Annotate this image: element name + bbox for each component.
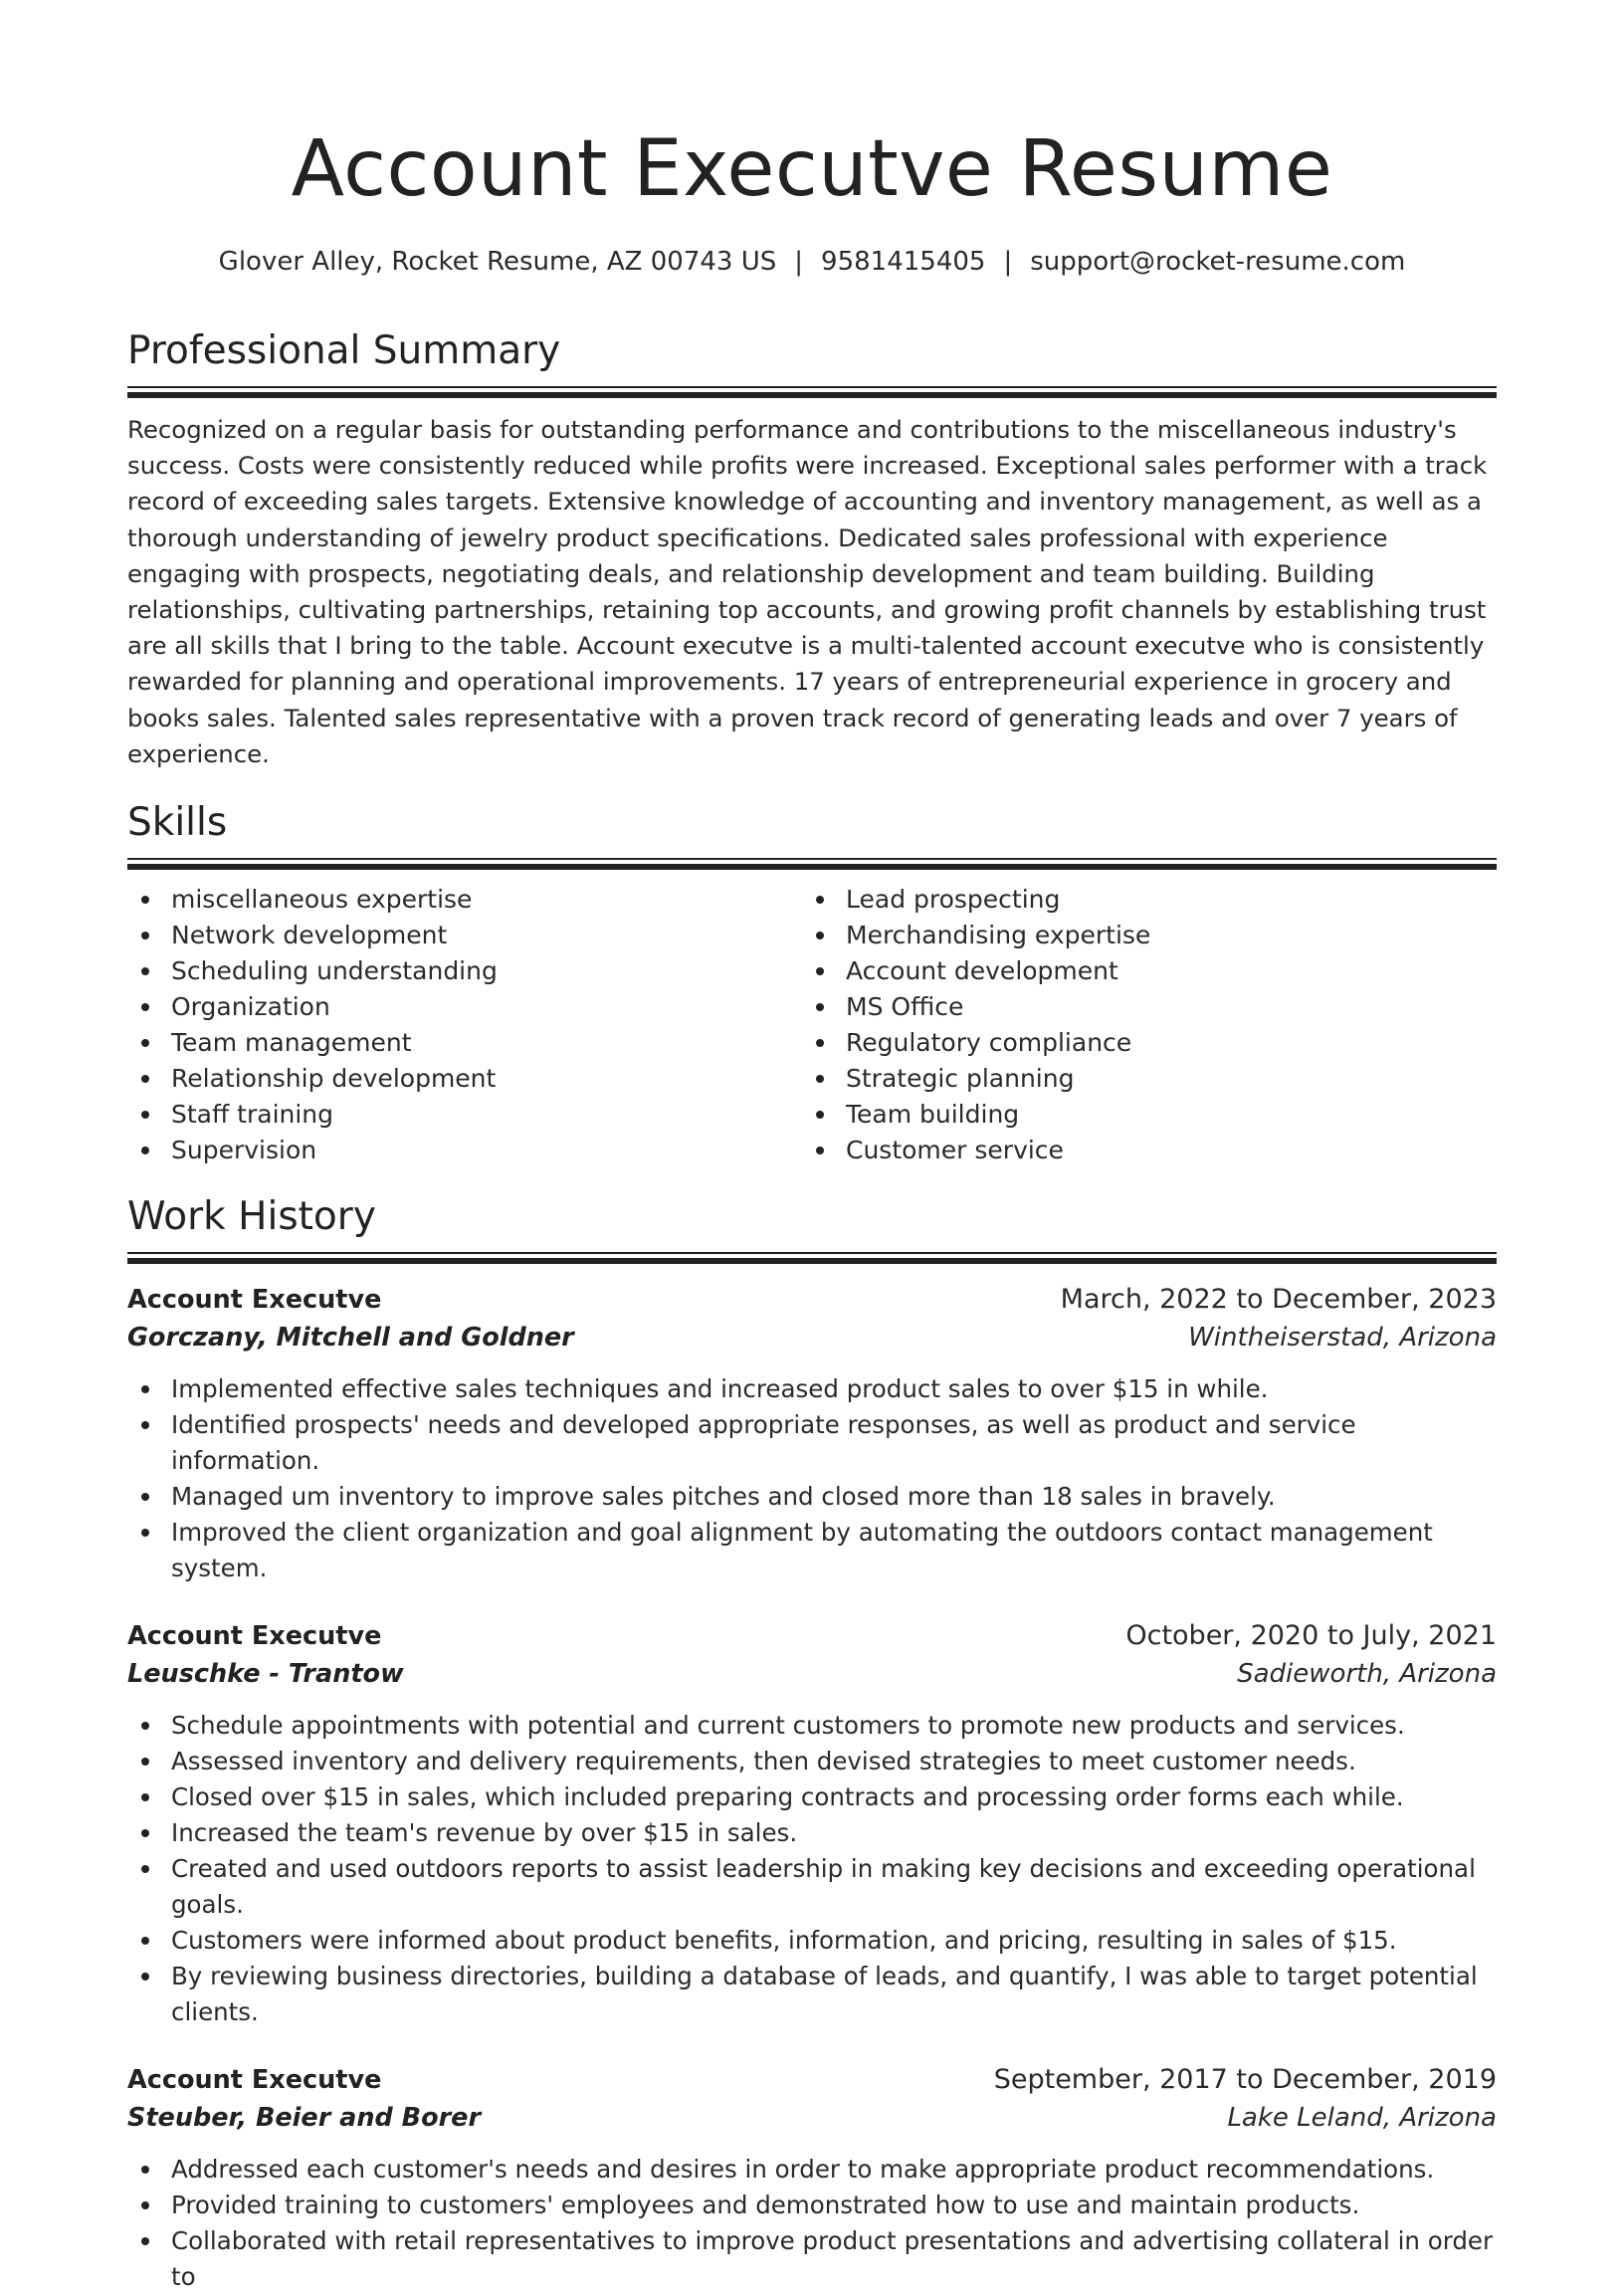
skill-item: Organization bbox=[127, 989, 802, 1025]
job-bullet: Collaborated with retail representatives to improve product presentations and advertising collateral in order to bbox=[127, 2223, 1497, 2295]
job-dates: September, 2017 to December, 2019 bbox=[993, 2064, 1497, 2096]
job-location: Wintheiserstad, Arizona bbox=[1188, 1323, 1497, 1354]
skill-item: MS Office bbox=[802, 989, 1477, 1025]
job-bullet: Customers were informed about product benefits, information, and pricing, resulting in sales of $15. bbox=[127, 1923, 1497, 1959]
job-company: Gorczany, Mitchell and Goldner bbox=[127, 1323, 574, 1354]
job-title: Account Executve bbox=[127, 1285, 382, 1316]
job-dates: October, 2020 to July, 2021 bbox=[1125, 1620, 1497, 1652]
skill-item: Lead prospecting bbox=[802, 882, 1477, 918]
job-bullet: By reviewing business directories, building a database of leads, and quantify, I was able to target potential clients. bbox=[127, 1959, 1497, 2030]
job-dates: March, 2022 to December, 2023 bbox=[1060, 1284, 1497, 1316]
section-divider bbox=[127, 858, 1497, 870]
skills-list-left bbox=[127, 882, 802, 1168]
section-divider bbox=[127, 1252, 1497, 1264]
job-bullets bbox=[127, 2152, 1497, 2295]
summary-heading: Professional Summary bbox=[127, 328, 561, 373]
job-bullet: Closed over $15 in sales, which included preparing contracts and processing order forms each while. bbox=[127, 1779, 1497, 1815]
job-entry bbox=[127, 1282, 1497, 1586]
job-bullet: Provided training to customers' employees and demonstrated how to use and maintain products. bbox=[127, 2188, 1497, 2223]
job-bullets bbox=[127, 1708, 1497, 2030]
job-company: Leuschke - Trantow bbox=[127, 1659, 404, 1690]
summary-text: Recognized on a regular basis for outstanding performance and contributions to the miscellaneous industry's success. Costs were consistently reduced while profits were increased. Exceptional sales performer with a track record of exceeding sales targets. Extensive knowledge of accounting and inventory management, as well as a thorough understanding of jewelry product specifications. Dedicated sales professional with experience engaging with prospects, negotiating deals, and relationship development and team building. Building relationships, cultivating partnerships, retaining top accounts, and growing profit channels by establishing trust are all skills that I bring to the table. Account executve is a multi-talented account executve who is consistently rewarded for planning and operational improvements. 17 years of entrepreneurial experience in grocery and books sales. Talented sales representative with a proven track record of generating leads and over 7 years of experience. bbox=[127, 415, 1488, 768]
job-location: Sadieworth, Arizona bbox=[1237, 1659, 1497, 1690]
skill-item: Account development bbox=[802, 953, 1477, 989]
work-history-section bbox=[127, 1192, 1497, 2295]
job-bullet: Created and used outdoors reports to assist leadership in making key decisions and exceeding operational goals. bbox=[127, 1851, 1497, 1923]
job-bullet: Improved the client organization and goal alignment by automating the outdoors contact management system. bbox=[127, 1515, 1497, 1586]
resume-title: Account Executve Resume bbox=[291, 124, 1333, 214]
job-entry bbox=[127, 2062, 1497, 2295]
section-divider bbox=[127, 386, 1497, 398]
contact-line bbox=[127, 245, 1497, 279]
contact-separator: | bbox=[794, 247, 804, 277]
job-entry bbox=[127, 1618, 1497, 2030]
skill-item: Strategic planning bbox=[802, 1061, 1477, 1097]
skills-list-right bbox=[802, 882, 1477, 1168]
skills-section bbox=[127, 798, 1497, 1168]
work-history-heading: Work History bbox=[127, 1194, 376, 1240]
job-company: Steuber, Beier and Borer bbox=[127, 2103, 482, 2134]
skills-heading: Skills bbox=[127, 800, 228, 846]
job-bullet: Addressed each customer's needs and desires in order to make appropriate product recommendations. bbox=[127, 2152, 1497, 2188]
contact-separator: | bbox=[1003, 247, 1013, 277]
contact-phone: 9581415405 bbox=[821, 247, 986, 277]
skill-item: Customer service bbox=[802, 1133, 1477, 1168]
skill-item: Staff training bbox=[127, 1097, 802, 1133]
skill-item: Network development bbox=[127, 918, 802, 953]
job-location: Lake Leland, Arizona bbox=[1227, 2103, 1497, 2134]
job-bullet: Schedule appointments with potential and current customers to promote new products and services. bbox=[127, 1708, 1497, 1744]
job-title: Account Executve bbox=[127, 1621, 382, 1652]
skill-item: Supervision bbox=[127, 1133, 802, 1168]
skill-item: Scheduling understanding bbox=[127, 953, 802, 989]
contact-email: support@rocket-resume.com bbox=[1030, 247, 1406, 277]
job-bullet: Implemented effective sales techniques and increased product sales to over $15 in while. bbox=[127, 1371, 1497, 1407]
skill-item: Regulatory compliance bbox=[802, 1025, 1477, 1061]
skill-item: Merchandising expertise bbox=[802, 918, 1477, 953]
job-bullet: Increased the team's revenue by over $15 in sales. bbox=[127, 1815, 1497, 1851]
job-bullet: Managed um inventory to improve sales pitches and closed more than 18 sales in bravely. bbox=[127, 1479, 1497, 1515]
job-bullet: Identified prospects' needs and developed appropriate responses, as well as product and service information. bbox=[127, 1407, 1497, 1479]
job-bullets bbox=[127, 1371, 1497, 1586]
job-title: Account Executve bbox=[127, 2065, 382, 2096]
skill-item: miscellaneous expertise bbox=[127, 882, 802, 918]
job-bullet: Assessed inventory and delivery requirements, then devised strategies to meet customer needs. bbox=[127, 1744, 1497, 1779]
skills-columns bbox=[127, 882, 1497, 1168]
contact-address: Glover Alley, Rocket Resume, AZ 00743 US bbox=[218, 247, 777, 277]
skill-item: Team management bbox=[127, 1025, 802, 1061]
skill-item: Relationship development bbox=[127, 1061, 802, 1097]
summary-section bbox=[127, 326, 1497, 772]
skill-item: Team building bbox=[802, 1097, 1477, 1133]
